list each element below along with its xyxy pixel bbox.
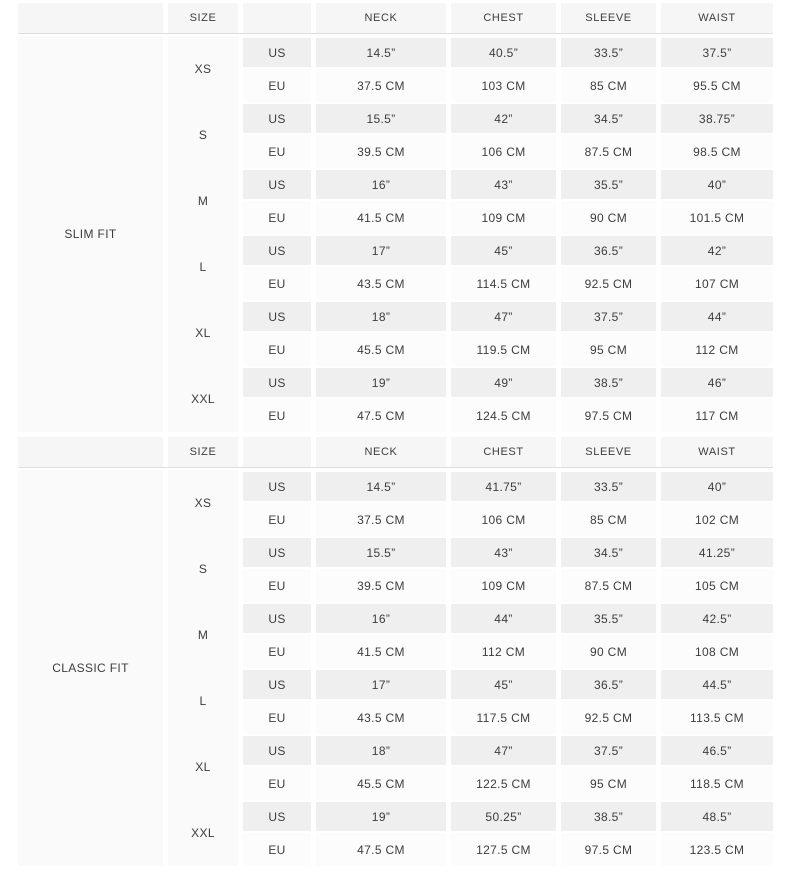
chest-value: 45” bbox=[451, 668, 556, 701]
unit-label: US bbox=[243, 234, 311, 267]
waist-value: 113.5 CM bbox=[661, 701, 773, 734]
neck-value: 14.5” bbox=[316, 36, 446, 69]
chest-value: 124.5 CM bbox=[451, 399, 556, 432]
neck-value: 47.5 CM bbox=[316, 399, 446, 432]
waist-value: 42.5” bbox=[661, 602, 773, 635]
chest-value: 43” bbox=[451, 536, 556, 569]
size-label: L bbox=[168, 668, 238, 734]
waist-value: 118.5 CM bbox=[661, 767, 773, 800]
waist-value: 101.5 CM bbox=[661, 201, 773, 234]
chest-value: 40.5” bbox=[451, 36, 556, 69]
header-divider-line bbox=[18, 467, 773, 468]
header-sleeve: SLEEVE bbox=[561, 3, 656, 33]
size-label: L bbox=[168, 234, 238, 300]
waist-value: 112 CM bbox=[661, 333, 773, 366]
chest-value: 47” bbox=[451, 300, 556, 333]
waist-value: 105 CM bbox=[661, 569, 773, 602]
neck-value: 16” bbox=[316, 602, 446, 635]
waist-value: 108 CM bbox=[661, 635, 773, 668]
chest-value: 42” bbox=[451, 102, 556, 135]
waist-value: 107 CM bbox=[661, 267, 773, 300]
slim-fit-header-row bbox=[18, 3, 773, 33]
size-label: XXL bbox=[168, 366, 238, 432]
waist-value: 102 CM bbox=[661, 503, 773, 536]
chest-value: 45” bbox=[451, 234, 556, 267]
neck-value: 41.5 CM bbox=[316, 201, 446, 234]
sleeve-value: 35.5” bbox=[561, 168, 656, 201]
chest-value: 106 CM bbox=[451, 135, 556, 168]
waist-value: 41.25” bbox=[661, 536, 773, 569]
chest-value: 43” bbox=[451, 168, 556, 201]
size-label: XS bbox=[168, 470, 238, 536]
unit-label: EU bbox=[243, 135, 311, 168]
sleeve-value: 97.5 CM bbox=[561, 833, 656, 866]
chest-value: 49” bbox=[451, 366, 556, 399]
neck-value: 45.5 CM bbox=[316, 333, 446, 366]
neck-value: 41.5 CM bbox=[316, 635, 446, 668]
neck-value: 17” bbox=[316, 234, 446, 267]
unit-label: US bbox=[243, 668, 311, 701]
sleeve-value: 95 CM bbox=[561, 333, 656, 366]
unit-label: EU bbox=[243, 635, 311, 668]
unit-label: EU bbox=[243, 833, 311, 866]
sleeve-value: 34.5” bbox=[561, 536, 656, 569]
chest-value: 103 CM bbox=[451, 69, 556, 102]
chest-value: 119.5 CM bbox=[451, 333, 556, 366]
neck-value: 45.5 CM bbox=[316, 767, 446, 800]
unit-label: US bbox=[243, 36, 311, 69]
neck-value: 15.5” bbox=[316, 536, 446, 569]
unit-label: EU bbox=[243, 701, 311, 734]
neck-value: 37.5 CM bbox=[316, 69, 446, 102]
neck-value: 18” bbox=[316, 734, 446, 767]
sleeve-value: 38.5” bbox=[561, 800, 656, 833]
chest-value: 41.75” bbox=[451, 470, 556, 503]
unit-label: US bbox=[243, 102, 311, 135]
waist-value: 48.5” bbox=[661, 800, 773, 833]
chest-value: 112 CM bbox=[451, 635, 556, 668]
header-chest: CHEST bbox=[451, 3, 556, 33]
neck-value: 43.5 CM bbox=[316, 701, 446, 734]
size-label: XL bbox=[168, 300, 238, 366]
size-label: M bbox=[168, 168, 238, 234]
sleeve-value: 97.5 CM bbox=[561, 399, 656, 432]
sleeve-value: 85 CM bbox=[561, 503, 656, 536]
unit-label: US bbox=[243, 300, 311, 333]
unit-label: US bbox=[243, 366, 311, 399]
sleeve-value: 36.5” bbox=[561, 668, 656, 701]
chest-value: 44” bbox=[451, 602, 556, 635]
header-empty-unit-cell bbox=[243, 3, 311, 33]
sleeve-value: 35.5” bbox=[561, 602, 656, 635]
header-size: SIZE bbox=[168, 437, 238, 467]
neck-value: 18” bbox=[316, 300, 446, 333]
header-size: SIZE bbox=[168, 3, 238, 33]
unit-label: EU bbox=[243, 201, 311, 234]
unit-label: US bbox=[243, 800, 311, 833]
unit-label: US bbox=[243, 602, 311, 635]
unit-label: EU bbox=[243, 569, 311, 602]
sleeve-value: 95 CM bbox=[561, 767, 656, 800]
sleeve-value: 87.5 CM bbox=[561, 135, 656, 168]
unit-label: EU bbox=[243, 267, 311, 300]
neck-value: 19” bbox=[316, 800, 446, 833]
sleeve-value: 92.5 CM bbox=[561, 267, 656, 300]
waist-value: 38.75” bbox=[661, 102, 773, 135]
size-label: S bbox=[168, 102, 238, 168]
waist-value: 46” bbox=[661, 366, 773, 399]
unit-label: US bbox=[243, 470, 311, 503]
sleeve-value: 87.5 CM bbox=[561, 569, 656, 602]
size-label: S bbox=[168, 536, 238, 602]
sleeve-value: 38.5” bbox=[561, 366, 656, 399]
unit-label: US bbox=[243, 536, 311, 569]
waist-value: 123.5 CM bbox=[661, 833, 773, 866]
waist-value: 40” bbox=[661, 470, 773, 503]
header-chest: CHEST bbox=[451, 437, 556, 467]
sleeve-value: 37.5” bbox=[561, 300, 656, 333]
neck-value: 15.5” bbox=[316, 102, 446, 135]
fit-label: SLIM FIT bbox=[18, 36, 163, 432]
unit-label: EU bbox=[243, 767, 311, 800]
waist-value: 98.5 CM bbox=[661, 135, 773, 168]
neck-value: 14.5” bbox=[316, 470, 446, 503]
fit-label: CLASSIC FIT bbox=[18, 470, 163, 866]
waist-value: 42” bbox=[661, 234, 773, 267]
waist-value: 95.5 CM bbox=[661, 69, 773, 102]
chest-value: 50.25” bbox=[451, 800, 556, 833]
header-sleeve: SLEEVE bbox=[561, 437, 656, 467]
neck-value: 16” bbox=[316, 168, 446, 201]
sleeve-value: 90 CM bbox=[561, 635, 656, 668]
sleeve-value: 37.5” bbox=[561, 734, 656, 767]
header-empty-fit-cell bbox=[18, 3, 163, 33]
sleeve-value: 36.5” bbox=[561, 234, 656, 267]
sleeve-value: 33.5” bbox=[561, 470, 656, 503]
slim-fit-table-body bbox=[18, 36, 773, 432]
header-neck: NECK bbox=[316, 437, 446, 467]
sleeve-value: 90 CM bbox=[561, 201, 656, 234]
waist-value: 44” bbox=[661, 300, 773, 333]
unit-label: US bbox=[243, 734, 311, 767]
waist-value: 46.5” bbox=[661, 734, 773, 767]
neck-value: 19” bbox=[316, 366, 446, 399]
size-label: XL bbox=[168, 734, 238, 800]
size-label: XXL bbox=[168, 800, 238, 866]
size-label: XS bbox=[168, 36, 238, 102]
unit-label: EU bbox=[243, 503, 311, 536]
unit-label: US bbox=[243, 168, 311, 201]
neck-value: 37.5 CM bbox=[316, 503, 446, 536]
header-neck: NECK bbox=[316, 3, 446, 33]
chest-value: 47” bbox=[451, 734, 556, 767]
header-empty-fit-cell bbox=[18, 437, 163, 467]
unit-label: EU bbox=[243, 399, 311, 432]
chest-value: 127.5 CM bbox=[451, 833, 556, 866]
sleeve-value: 85 CM bbox=[561, 69, 656, 102]
header-waist: WAIST bbox=[661, 437, 773, 467]
classic-fit-table-body bbox=[18, 470, 773, 866]
sleeve-value: 34.5” bbox=[561, 102, 656, 135]
header-divider-line bbox=[18, 33, 773, 34]
neck-value: 17” bbox=[316, 668, 446, 701]
neck-value: 39.5 CM bbox=[316, 135, 446, 168]
sleeve-value: 33.5” bbox=[561, 36, 656, 69]
chest-value: 122.5 CM bbox=[451, 767, 556, 800]
slim-fit-size-table bbox=[18, 3, 773, 432]
header-empty-unit-cell bbox=[243, 437, 311, 467]
neck-value: 47.5 CM bbox=[316, 833, 446, 866]
chest-value: 109 CM bbox=[451, 201, 556, 234]
neck-value: 39.5 CM bbox=[316, 569, 446, 602]
classic-fit-size-table bbox=[18, 437, 773, 866]
chest-value: 114.5 CM bbox=[451, 267, 556, 300]
waist-value: 40” bbox=[661, 168, 773, 201]
unit-label: EU bbox=[243, 69, 311, 102]
chest-value: 117.5 CM bbox=[451, 701, 556, 734]
classic-fit-header-row bbox=[18, 437, 773, 467]
waist-value: 44.5” bbox=[661, 668, 773, 701]
header-waist: WAIST bbox=[661, 3, 773, 33]
waist-value: 37.5” bbox=[661, 36, 773, 69]
chest-value: 106 CM bbox=[451, 503, 556, 536]
unit-label: EU bbox=[243, 333, 311, 366]
chest-value: 109 CM bbox=[451, 569, 556, 602]
neck-value: 43.5 CM bbox=[316, 267, 446, 300]
size-label: M bbox=[168, 602, 238, 668]
sleeve-value: 92.5 CM bbox=[561, 701, 656, 734]
waist-value: 117 CM bbox=[661, 399, 773, 432]
